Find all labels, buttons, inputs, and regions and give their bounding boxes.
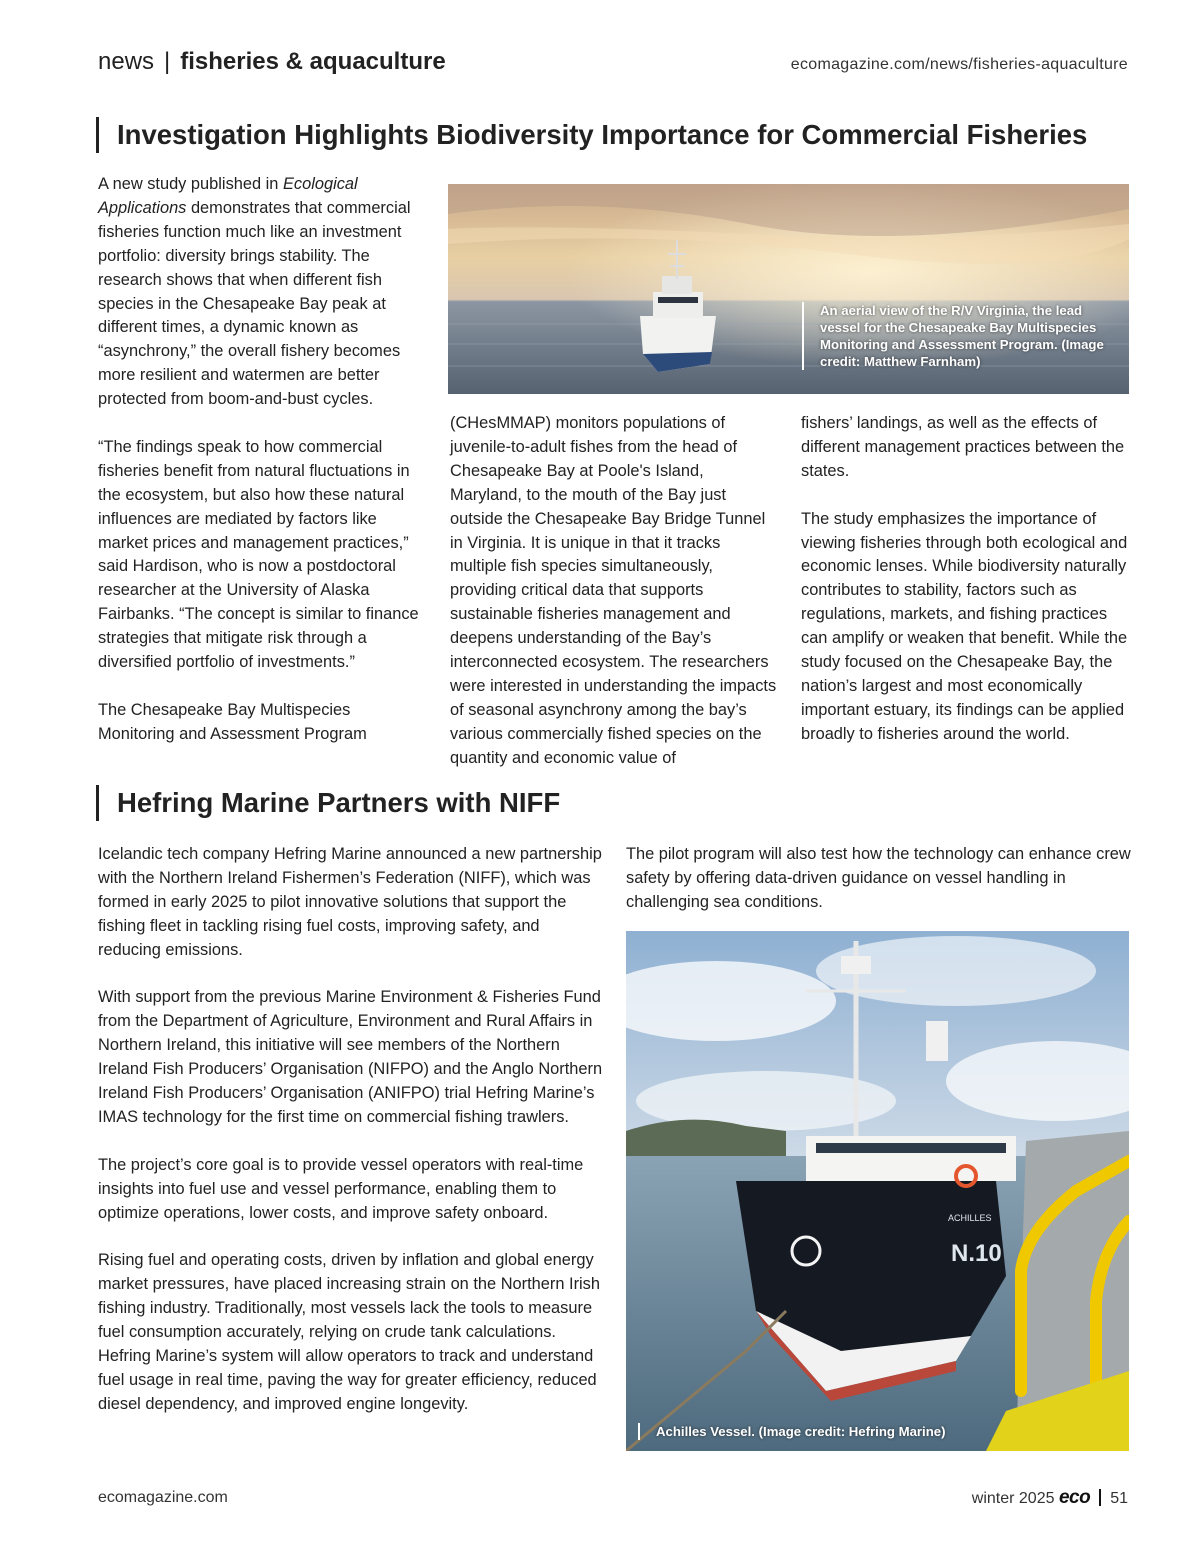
achilles-caption: Achilles Vessel. (Image credit: Hefring Marine) [638,1423,1076,1440]
article1-intro-text: A new study published in [98,175,283,193]
article1-title: Investigation Highlights Biodiversity Importance for Commercial Fisheries [96,117,1087,153]
footer-issue: winter 2025 [971,1490,1055,1507]
article1-col1-paragraph-2: “The findings speak to how commercial fisheries benefit from natural fluctuations in the ecosystem, but also how these natural influences are mediated by factors like market prices and management practices,” said Hardison, who is now a postdoctoral researcher at the University of Alaska Fairbanks. “The concept is similar to finance strategies that mitigate risk through a diversified portfolio of investments.” [98,437,419,672]
header-url[interactable]: ecomagazine.com/news/fisheries-aquaculture [790,56,1128,73]
footer-site[interactable]: ecomagazine.com [98,1489,228,1506]
article1-col3-paragraph-2: The study emphasizes the importance of viewing fisheries through both ecological and economic lenses. While biodiversity naturally contributes to stability, factors such as regulations, markets, and fishing practices can amplify or weaken that benefit. While the study focused on the Chesapeake Bay, the nation’s largest and most economically important estuary, its findings can be applied broadly to fisheries around the world. [801,509,1128,743]
article2-paragraph-2: With support from the previous Marine Environment & Fisheries Fund from the Department of Agriculture, Environment and Rural Affairs in Northern Ireland, this initiative will see members of the Northern Ireland Fish Producers’ Organisation (NIFPO) and the Anglo Northern Ireland Fish Producers’ Organisation (ANIFPO) trial Hefring Marine’s IMAS technology for the first time on commercial fishing trawlers. [98,988,603,1126]
article1-col1-paragraph-3: The Chesapeake Bay Multispecies Monitoring and Assessment Program [98,700,367,743]
article1-col2-paragraph-1: (CHesMMAP) monitors populations of juvenile-to-adult fishes from the head of Chesapeake Bay at Poole's Island, Maryland, to the mouth of the Bay just outside the Chesapeake Bay Bridge Tunnel in Virginia. It is unique in that it tracks multiple fish species simultaneously, providing critical data that supports sustainable fisheries management and deepens understanding of the Bay’s interconnected ecosystem. The researchers were interested in understanding the impacts of seasonal asynchrony among the bay’s various commercially fished species on the quantity and economic value of [450,414,777,767]
hull-number: N.10 [951,1240,1002,1267]
footer-issue-info [972,1487,1128,1509]
article2-col2-paragraph-1: The pilot program will also test how the technology can enhance crew safety by offering data-driven guidance on vessel handling in challenging sea conditions. [626,845,1131,911]
article1-column-3 [801,412,1133,747]
section-separator: | [164,48,171,75]
article1-column-2 [450,412,780,771]
journal-name: Ecological Applications [98,175,358,217]
article1-column-1 [98,173,428,747]
page-number: 51 [1110,1490,1128,1507]
subsection-label: fisheries & aquaculture [180,48,446,75]
achilles-vessel-photo [626,931,1129,1451]
article2-paragraph-3: The project’s core goal is to provide vessel operators with real-time insights into fuel use and vessel performance, enabling them to optimize operations, lower costs, and improve safety onboard. [98,1155,584,1222]
article2-paragraph-4: Rising fuel and operating costs, driven by inflation and global energy market pressures, have placed increasing strain on the Northern Irish fishing industry. Traditionally, most vessels lack the tools to measure fuel consumption accurately, relying on crude tank calculations. Hefring Marine’s system will allow operators to track and understand fuel usage in real time, paving the way for greater efficiency, reduced diesel dependency, and improved engine longevity. [98,1251,600,1413]
article1-col1-paragraph-1 [98,173,428,412]
article2-title: Hefring Marine Partners with NIFF [96,785,560,821]
section-header [98,48,446,76]
hull-name: ACHILLES [948,1213,992,1223]
section-label: news [98,48,155,75]
rv-virginia-caption: An aerial view of the R/V Virginia, the lead vessel for the Chesapeake Bay Multispecies Monitoring and Assessment Program. (Image credit: Matthew Farnham) [802,302,1120,370]
article2-paragraph-1: Icelandic tech company Hefring Marine announced a new partnership with the Northern Ireland Fishermen’s Federation (NIFF), which was formed in early 2025 to pilot innovative solutions that support the fishing fleet in tackling rising fuel costs, improving safety, and reducing emissions. [98,845,602,959]
eco-logo: eco [1058,1487,1091,1508]
rv-virginia-photo [448,184,1129,394]
footer-divider [1099,1489,1101,1506]
article2-column-1 [98,843,604,1417]
article1-intro-rest: demonstrates that commercial fisheries function much like an investment portfolio: diversity brings stability. The research shows that when different fish species in the Chesapeake Bay peak at different times, a dynamic known as “asynchrony,” the overall fishery becomes more resilient and watermen are better protected from boom-and-bust cycles. [98,198,411,409]
article1-col3-paragraph-1: fishers’ landings, as well as the effects of different management practices between the states. [801,414,1125,480]
achilles-vessel-illustration [626,931,1129,1451]
article2-column-2 [626,843,1132,915]
